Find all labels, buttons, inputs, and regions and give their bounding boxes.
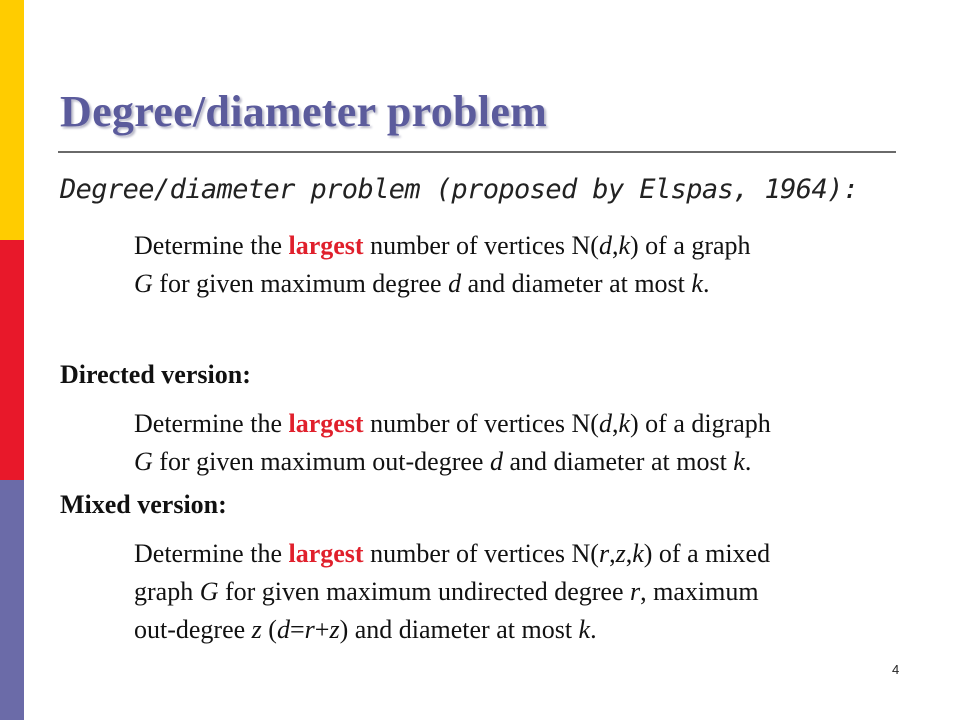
var: z <box>251 615 262 644</box>
text: number of vertices N( <box>363 539 599 568</box>
var: k <box>578 615 591 644</box>
var: k <box>733 447 745 476</box>
var: z <box>615 539 626 568</box>
highlight-largest: largest <box>288 231 364 260</box>
highlight-largest: largest <box>288 409 364 438</box>
var: k <box>632 539 644 568</box>
text: ) of a mixed <box>643 539 771 568</box>
var: r <box>598 539 610 568</box>
var: d <box>489 447 503 476</box>
definition-line-1 <box>134 227 751 265</box>
mixed-heading: Mixed version: <box>60 490 227 519</box>
text: , <box>625 539 633 568</box>
var: k <box>691 269 703 298</box>
text: Determine the <box>134 231 289 260</box>
var: G <box>134 447 153 476</box>
text: and diameter at most <box>461 269 692 298</box>
var: d <box>276 615 290 644</box>
page-number: 4 <box>892 662 900 677</box>
text: number of vertices N( <box>363 409 599 438</box>
mixed-line-2 <box>134 573 770 611</box>
var: d <box>598 231 612 260</box>
text: ( <box>261 615 277 644</box>
var: k <box>618 409 630 438</box>
text: for given maximum out-degree <box>152 447 490 476</box>
text: = <box>289 615 305 644</box>
var: d <box>448 269 462 298</box>
text: for given maximum undirected degree <box>218 577 631 606</box>
var: G <box>134 269 153 298</box>
title-divider <box>58 151 896 153</box>
mixed-line-3 <box>134 611 770 649</box>
text: . <box>744 447 752 476</box>
text: number of vertices N( <box>363 231 599 260</box>
text: Determine the <box>134 409 289 438</box>
side-bar-red <box>0 240 24 480</box>
text: . <box>702 269 710 298</box>
text: graph <box>134 577 200 606</box>
directed-line-1 <box>134 405 771 443</box>
mixed-definition <box>134 535 770 649</box>
var: r <box>630 577 641 606</box>
var: k <box>618 231 630 260</box>
var: d <box>598 409 612 438</box>
text: out-degree <box>134 615 252 644</box>
text: . <box>590 615 597 644</box>
text: , <box>611 409 619 438</box>
text: , <box>609 539 616 568</box>
text: and diameter at most <box>502 447 734 476</box>
text: for given maximum degree <box>152 269 449 298</box>
side-color-bar <box>0 0 24 720</box>
side-bar-purple <box>0 480 24 720</box>
mixed-line-1 <box>134 535 770 573</box>
var: r <box>304 615 315 644</box>
text: + <box>314 615 330 644</box>
directed-heading: Directed version: <box>60 360 251 389</box>
text: ) of a digraph <box>630 409 771 438</box>
text: , maximum <box>640 577 759 606</box>
directed-definition <box>134 405 771 481</box>
var: z <box>329 615 340 644</box>
definition-line-2 <box>134 265 751 303</box>
text: ) of a graph <box>630 231 751 260</box>
text: ) and diameter at most <box>339 615 579 644</box>
var: G <box>199 577 219 606</box>
text: , <box>611 231 619 260</box>
text: Determine the <box>134 539 289 568</box>
side-bar-yellow <box>0 0 24 240</box>
highlight-largest: largest <box>288 539 364 568</box>
problem-definition <box>134 227 751 303</box>
slide-title: Degree/diameter problem <box>60 87 548 136</box>
intro-line: Degree/diameter problem (proposed by Elspas, 1964): <box>60 174 859 205</box>
directed-line-2 <box>134 443 771 481</box>
